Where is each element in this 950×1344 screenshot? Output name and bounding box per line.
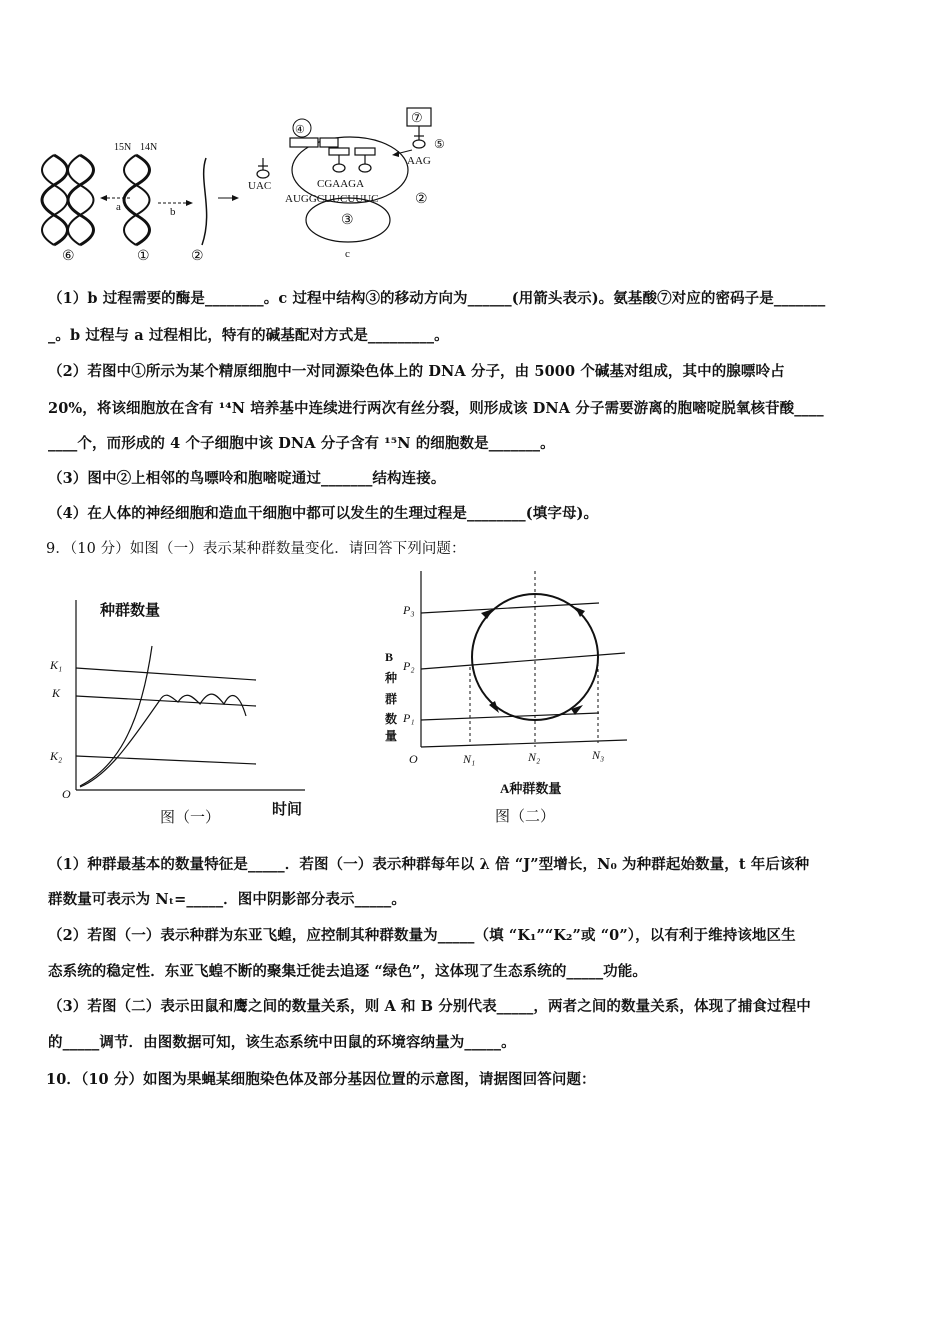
fig2-n3-label: N₃ [592, 748, 605, 762]
q8-line-4: 20%，将该细胞放在含有 ¹⁴N 培养基中连续进行两次有丝分裂，则形成该 DNA 分子需要游离的胞嘧啶脱氧核苷酸____ [48, 400, 824, 417]
trna-anticodon-aag: AAG [407, 155, 431, 167]
fig2-caption: 图（二） [495, 809, 556, 825]
dna-double-helix-6-icon [42, 155, 94, 245]
q9-line-3: （2）若图（一）表示种群为东亚飞蝗，应控制其种群数量为_____（填 “K₁”“K₂”或 “0”），以有利于维持该地区生 [48, 927, 796, 944]
dna-process-figure [40, 100, 460, 265]
fig1-k-label: K [52, 686, 61, 700]
trna-anticodon-uac: UAC [248, 180, 272, 192]
q8-line-2: _。b 过程与 a 过程相比，特有的碱基配对方式是_________。 [48, 327, 449, 344]
q9-line-5: （3）若图（二）表示田鼠和鹰之间的数量关系，则 A 和 B 分别代表_____，两者之间的数量关系，体现了捕食过程中 [48, 998, 811, 1015]
j-curve [80, 646, 152, 786]
population-growth-figure-1 [40, 590, 320, 830]
mrna-strand-2-icon [202, 158, 207, 245]
fig1-ylabel: 种群数量 [100, 603, 161, 619]
fig2-y-3: 数 [385, 712, 398, 726]
fig2-y-1: 种 [385, 671, 398, 685]
s-curve [80, 694, 246, 787]
q8-line-5: ____个，而形成的 4 个子细胞中该 DNA 分子含有 ¹⁵N 的细胞数是_______。 [48, 435, 555, 452]
label-4: ④ [295, 124, 305, 136]
fig2-y-4-visible: 量 [385, 729, 398, 743]
mrna-sequence: AUGGCUUCUUUC [285, 193, 379, 205]
fig1-xlabel: 时间 [272, 802, 303, 818]
n15-label: 15N [114, 142, 132, 153]
q9-line-1: （1）种群最基本的数量特征是_____．若图（一）表示种群每年以 λ 倍 “J”型增长，N₀ 为种群起始数量，t 年后该种 [48, 856, 810, 873]
label-6: ⑥ [62, 249, 75, 264]
fig2-p2-label: P₂ [403, 659, 415, 673]
fig2-y-2: 群 [385, 692, 398, 706]
n14-label: 14N [140, 142, 158, 153]
fig2-xlabel: A种群数量 [500, 781, 562, 796]
fig2-n2-label: N₂ [528, 750, 541, 764]
q8-line-7: （4）在人体的神经细胞和造血干细胞中都可以发生的生理过程是________(填字母)。 [48, 505, 599, 522]
label-1: ① [137, 249, 150, 264]
fig2-p1-label: P₁ [403, 711, 415, 725]
trna-left-icon [257, 158, 269, 178]
q9-line-6: 的_____调节．由图数据可知，该生态系统中田鼠的环境容纳量为_____。 [48, 1034, 516, 1051]
trna-incoming-icon [413, 126, 425, 148]
q8-line-6: （3）图中②上相邻的鸟嘌呤和胞嘧啶通过_______结构连接。 [48, 470, 446, 487]
predator-prey-figure-2 [375, 565, 640, 830]
polypeptide-4 [290, 138, 318, 147]
fig2-y-b: B [385, 650, 394, 664]
label-7: ⑦ [411, 110, 423, 125]
dna-double-helix-1-icon [124, 155, 150, 245]
q10-title: 10．（10 分）如图为果蝇某细胞染色体及部分基因位置的示意图，请据图回答问题： [46, 1071, 596, 1088]
q9-line-2: 群数量可表示为 Nₜ=_____．图中阴影部分表示_____。 [48, 891, 406, 908]
cycle-arrows [481, 607, 585, 715]
label-2-bottom: ② [191, 249, 204, 264]
fig1-k2-label: K₂ [50, 749, 63, 763]
fig2-n1-label: N₁ [463, 752, 476, 766]
label-5: ⑤ [434, 137, 445, 151]
process-b-label: b [170, 206, 176, 218]
fig1-caption: 图（一） [160, 810, 221, 826]
process-a-label: a [116, 201, 121, 213]
q9-line-4: 态系统的稳定性．东亚飞蝗不断的聚集迁徙去追逐 “绿色”，这体现了生态系统的_____功能。 [48, 963, 647, 980]
fig2-origin-label: O [409, 752, 418, 766]
trna-codon-pairing: CGAAGA [317, 178, 365, 190]
trna-middle-icons [329, 148, 375, 172]
fig1-origin-label: O [62, 787, 71, 801]
q8-line-1: （1）b 过程需要的酶是________。c 过程中结构③的移动方向为______(用箭头表示)。氨基酸⑦对应的密码子是_______ [48, 290, 826, 307]
q9-title: 9．（10 分）如图（一）表示某种群数量变化．请回答下列问题： [46, 541, 466, 557]
label-2-right: ② [415, 192, 428, 207]
label-3: ③ [341, 213, 354, 228]
fig1-k1-label: K₁ [50, 658, 63, 672]
label-c: c [345, 248, 350, 260]
fig2-p3-label: P₃ [403, 603, 415, 617]
q8-line-3: （2）若图中①所示为某个精原细胞中一对同源染色体上的 DNA 分子，由 5000 个碱基对组成，其中的腺嘌呤占 [48, 363, 785, 380]
